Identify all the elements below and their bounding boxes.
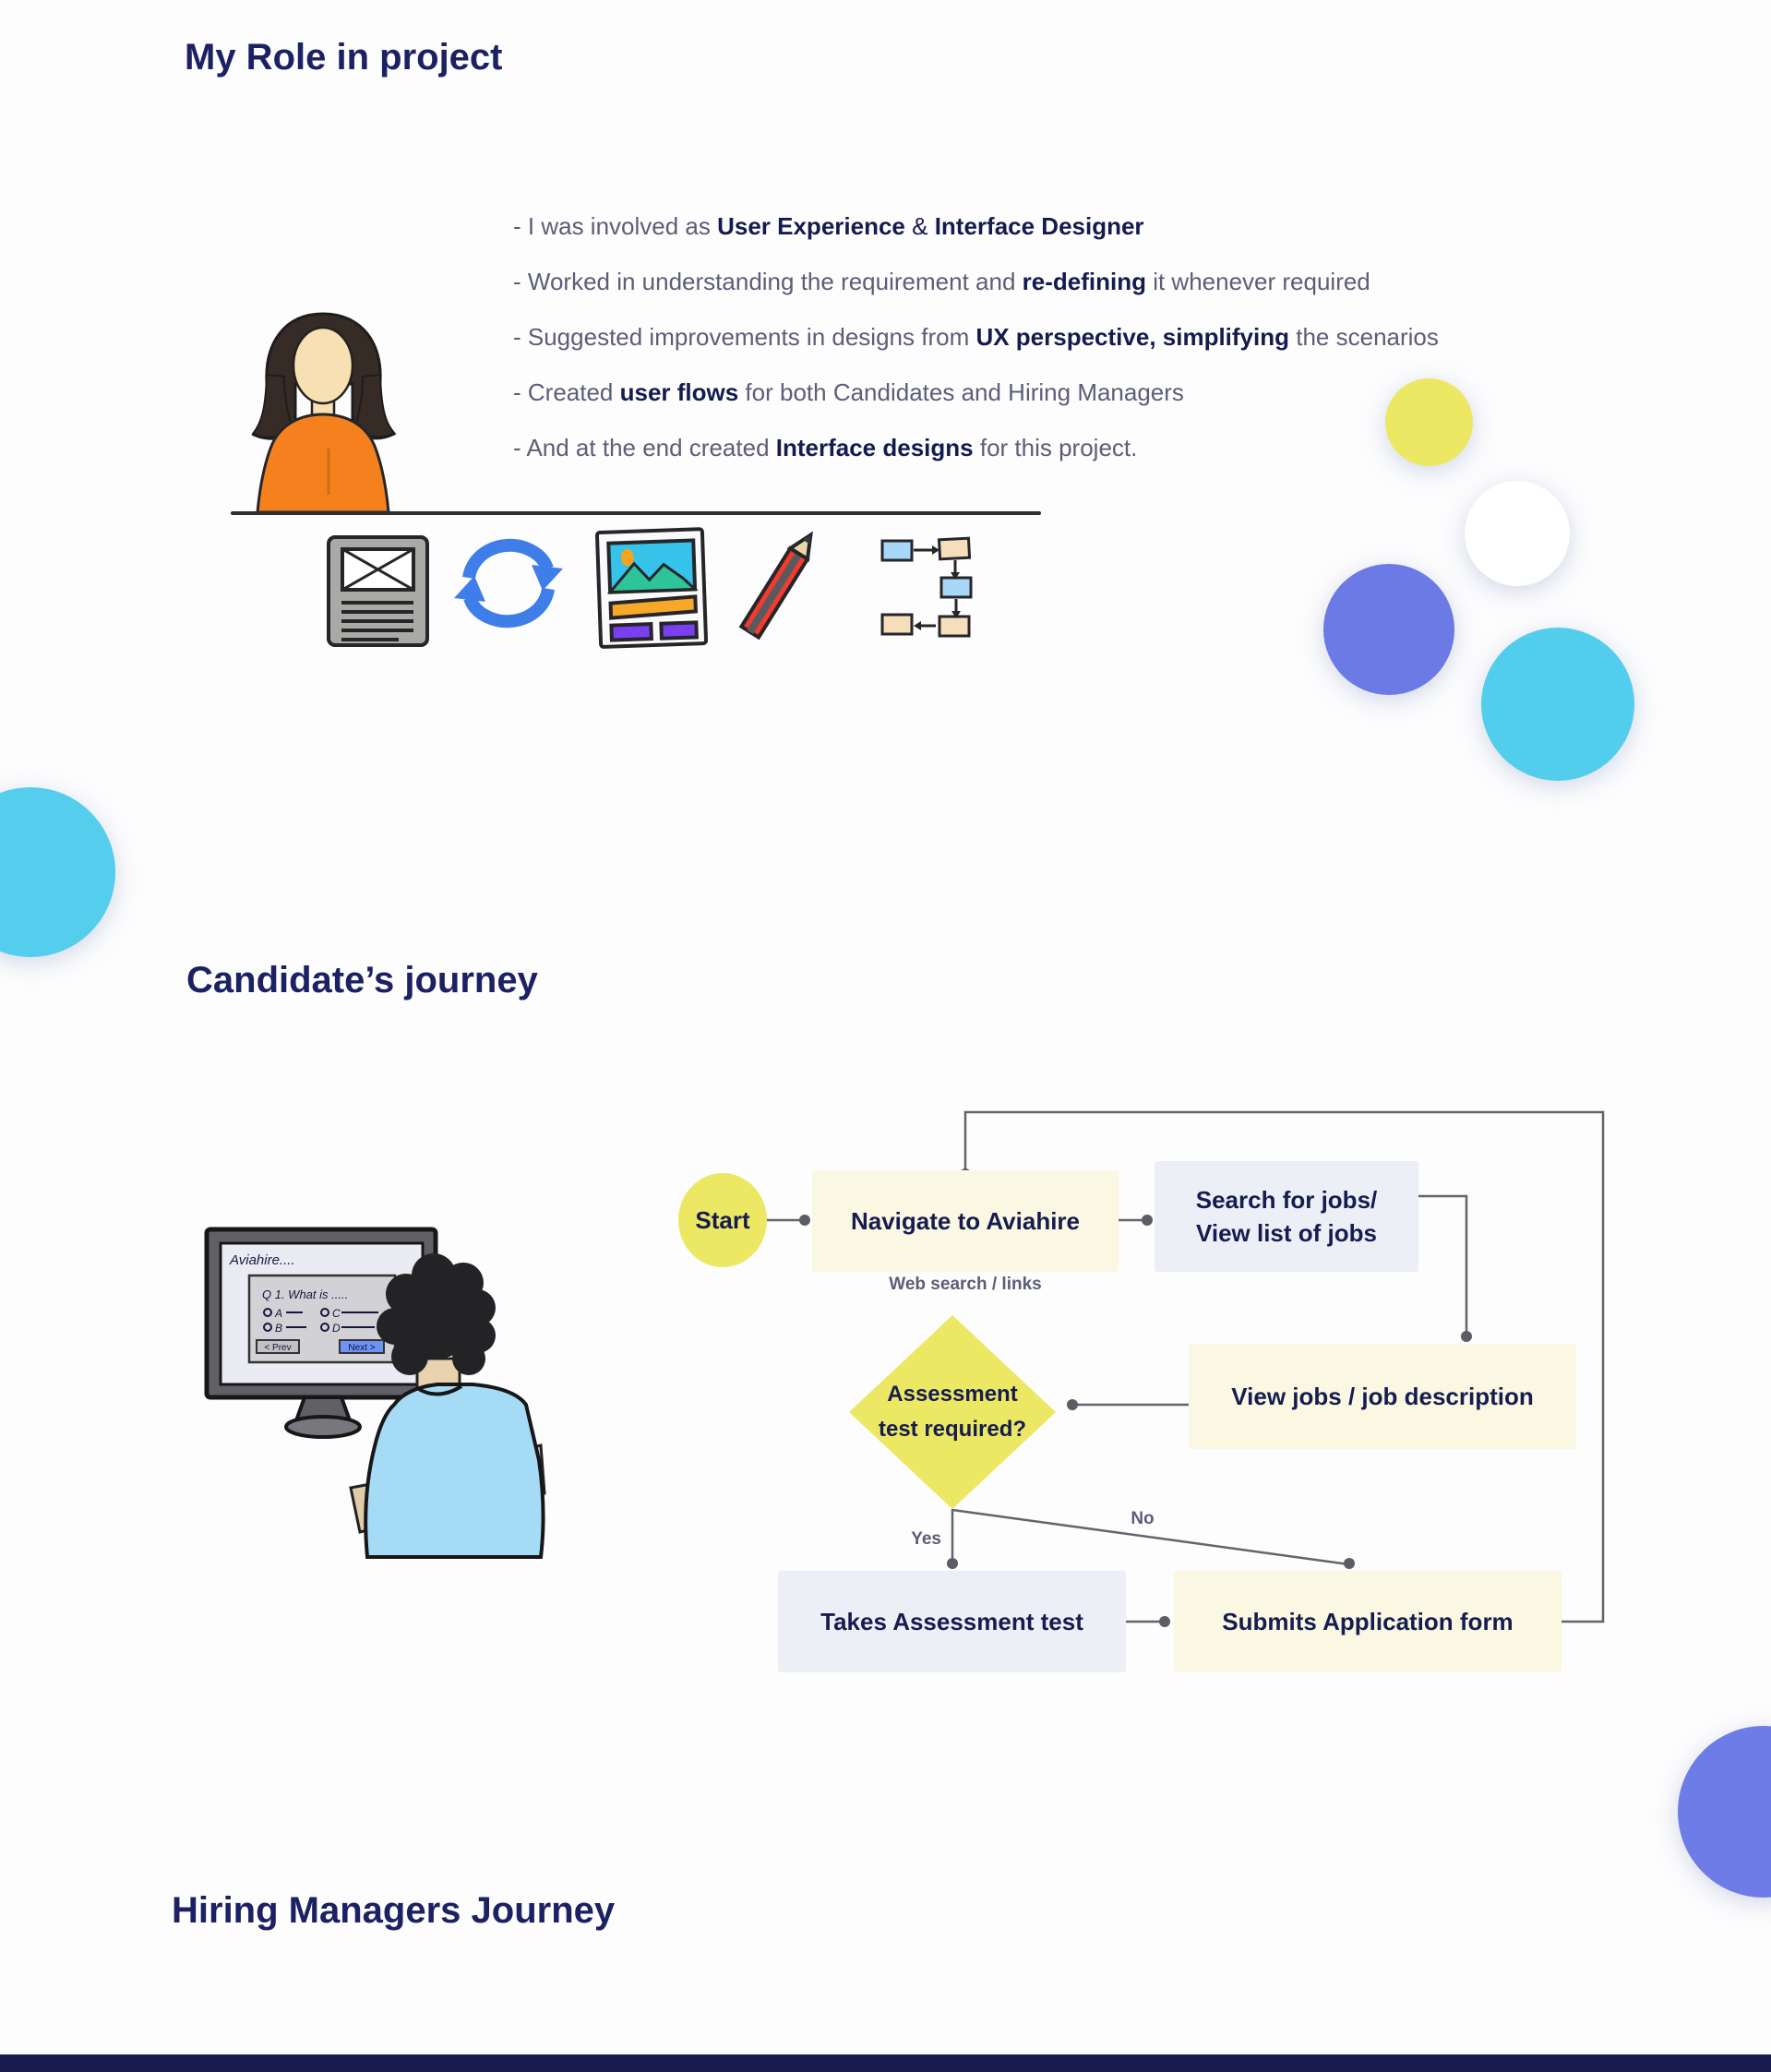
flowchart-icon [879,533,997,642]
flowchart-node-takes-test: Takes Assessment test [778,1571,1126,1672]
blue-shirt [365,1384,543,1557]
designer-woman-illustration [229,310,418,515]
bullet-item: - Worked in understanding the requirement and re-defining it whenever required [513,268,1370,295]
next-section-top-bar [0,2054,1771,2072]
flowchart-node-navigate: Navigate to Aviahire [812,1170,1119,1272]
role-bullet-list [513,198,1439,475]
edge-label-yes: Yes [911,1529,941,1549]
flowchart-node-search-jobs: Search for jobs/ View list of jobs [1155,1161,1418,1272]
next-button-label: Next > [348,1343,376,1353]
section-title-my-role: My Role in project [185,37,503,78]
option-b-label: B [275,1322,283,1335]
face [293,328,353,403]
bullet-item: - Suggested improvements in designs from UX perspective, simplifying the scenarios [513,323,1439,351]
decorative-circle-cyan-left [0,787,115,957]
quiz-question-text: Q 1. What is ..... [262,1288,349,1301]
bullet-item: - And at the end created Interface designs for this project. [513,434,1138,461]
candidate-computer-illustration [196,1220,569,1575]
sync-arrows-icon [449,532,568,635]
desk-line [231,511,1041,515]
monitor-base [286,1417,360,1437]
section-title-candidates-journey: Candidate’s journey [186,960,538,1000]
option-d-label: D [332,1322,341,1335]
option-a-label: A [275,1307,283,1320]
screen-title-text: Aviahire.... [230,1252,295,1268]
candidate-journey-flowchart [674,1103,1610,1698]
flowchart-node-decision-label: Assessment test required? [878,1382,1027,1442]
decorative-circle-periwinkle-bottom [1678,1726,1771,1898]
section-title-hiring-managers-journey: Hiring Managers Journey [172,1890,616,1931]
flowchart-node-start: Start [695,1205,750,1234]
bullet-item: - I was involved as User Experience & Interface Designer [513,212,1144,240]
edge-label-no: No [1131,1509,1155,1528]
decorative-circle-white [1465,481,1570,586]
flowchart-node-view-jobs: View jobs / job description [1189,1344,1576,1449]
wireframe-document-icon [325,533,431,649]
option-c-label: C [332,1307,341,1320]
decorative-circle-yellow [1385,378,1473,466]
edge-label-web-search: Web search / links [889,1275,1042,1294]
decorative-circle-cyan-right [1481,628,1634,781]
bullet-item: - Created user flows for both Candidates and Hiring Managers [513,378,1184,406]
prev-button-label: < Prev [264,1343,292,1353]
design-mockup-icon [592,526,714,650]
decorative-circle-periwinkle [1323,564,1454,695]
flowchart-node-submits-form: Submits Application form [1174,1571,1562,1672]
pencil-icon [729,522,831,646]
